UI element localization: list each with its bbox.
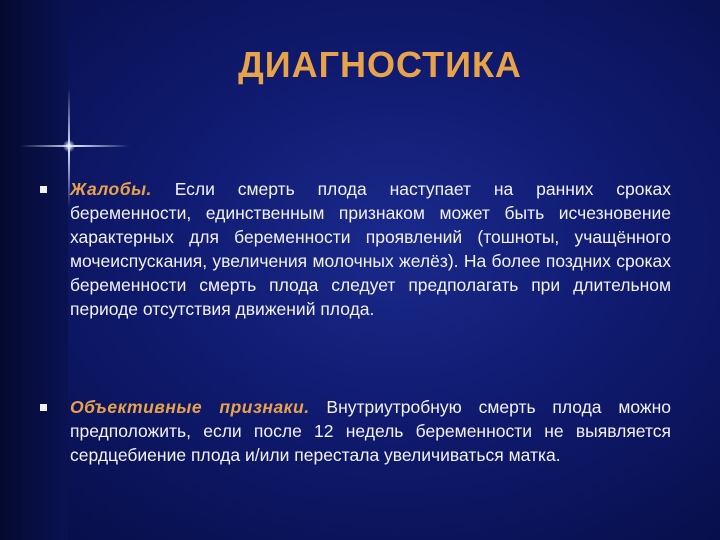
sparkle-star-icon (63, 140, 75, 152)
list-item-term: Объективные признаки. (70, 397, 310, 417)
list-item-body: Внутриутробную смерть плода можно предположить, если после 12 недель беременности не выявляется сердцебиение плода и/или перестала увеличиваться матка. (70, 397, 671, 465)
list-item-text (70, 177, 671, 321)
list-item-term: Жалобы. (70, 179, 152, 199)
bullet-square-icon (40, 186, 47, 193)
list-item-text (70, 395, 671, 467)
list-item (40, 177, 672, 321)
sparkle-decoration (20, 145, 130, 147)
list-item (40, 395, 672, 467)
list-item-body: Если смерть плода наступает на ранних сроках беременности, единственным признаком может быть исчезновение характерных для беременности проявлений (тошноты, учащённого мочеиспускания, увеличения молочных желёз). На более поздних сроках беременности смерть плода следует предполагать при длительном периоде отсутствия движений плода. (70, 179, 671, 319)
slide-title: ДИАГНОСТИКА (238, 44, 522, 85)
bullet-square-icon (40, 404, 47, 411)
